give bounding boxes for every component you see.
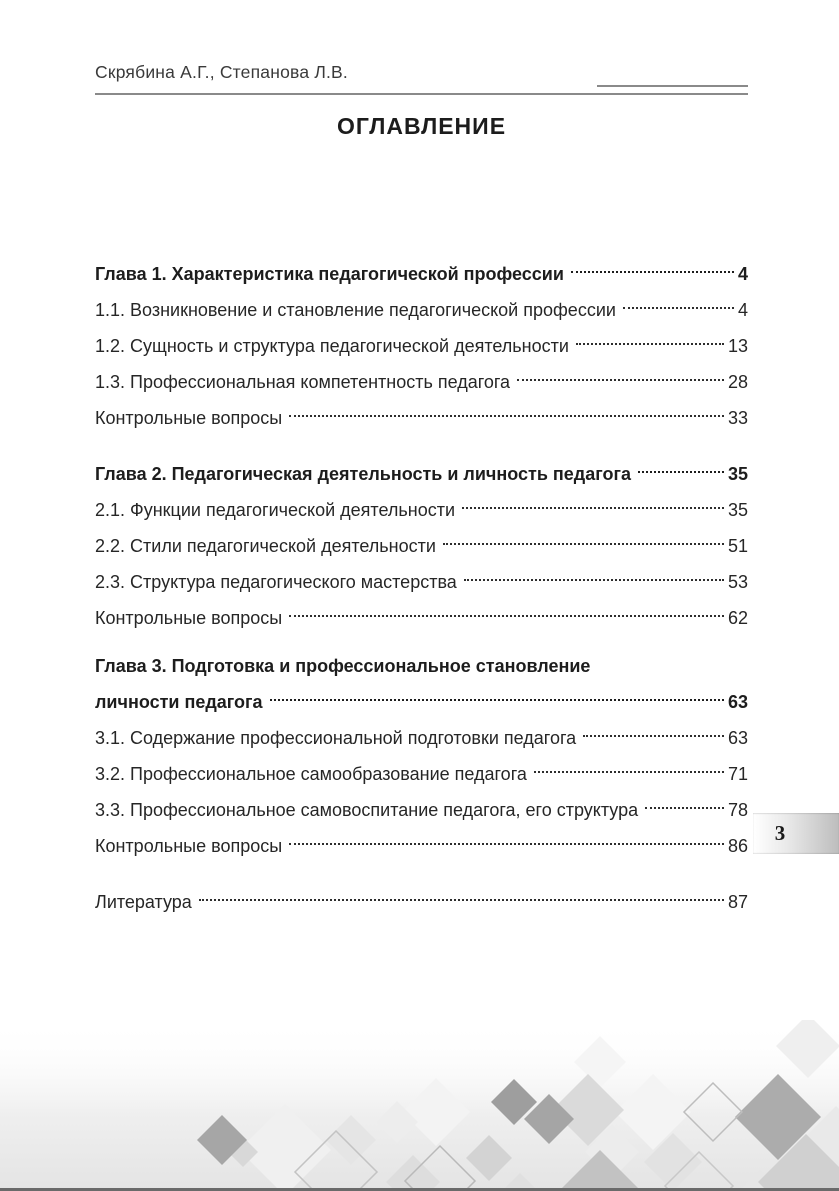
dot-leader	[263, 680, 728, 708]
toc-entry-row	[95, 524, 748, 560]
dot-leader	[527, 752, 728, 780]
heading-label: Глава 3. Подготовка и профессиональное становление	[95, 656, 591, 676]
toc-entry-row	[95, 488, 748, 524]
entry-page: 13	[727, 336, 748, 356]
dot-leader	[564, 252, 738, 280]
heading-label: Глава 1. Характеристика педагогической профессии	[95, 264, 564, 284]
heading-label: личности педагога	[95, 692, 263, 712]
entry-label: 1.3. Профессиональная компетентность педагога	[95, 372, 511, 392]
diamond-decoration	[0, 1020, 839, 1191]
entry-page: 53	[727, 572, 748, 592]
page-number: 3	[774, 821, 786, 845]
toc-entry-row	[95, 288, 748, 324]
heading-page: 4	[737, 264, 748, 284]
toc-section-3	[95, 652, 748, 860]
dot-leader	[282, 596, 728, 624]
toc-entry-row	[95, 596, 748, 632]
toc-entry-row	[95, 360, 748, 396]
header-rule-short	[597, 85, 748, 87]
entry-page: 78	[727, 800, 748, 820]
header-rule-main	[95, 93, 748, 95]
toc-entry-row	[95, 824, 748, 860]
toc-entry-row	[95, 716, 748, 752]
entry-page: 87	[727, 892, 748, 912]
dot-leader	[436, 524, 728, 552]
toc-entry-row	[95, 396, 748, 432]
entry-page: 71	[727, 764, 748, 784]
entry-label: Литература	[95, 892, 192, 912]
dot-leader	[282, 396, 728, 424]
toc-heading-row-line1	[95, 652, 748, 680]
toc-entry-row	[95, 752, 748, 788]
entry-page: 35	[727, 500, 748, 520]
entry-label: 2.1. Функции педагогической деятельности	[95, 500, 455, 520]
literature-row	[95, 880, 748, 916]
toc-entry-row	[95, 324, 748, 360]
dot-leader	[569, 324, 728, 352]
entry-label: 3.2. Профессиональное самообразование педагога	[95, 764, 527, 784]
entry-label: 1.2. Сущность и структура педагогической деятельности	[95, 336, 569, 356]
toc-heading-row	[95, 252, 748, 288]
dot-leader	[192, 880, 728, 908]
entry-page: 62	[727, 608, 748, 628]
dot-leader	[282, 824, 728, 852]
heading-page: 63	[727, 692, 748, 712]
dot-leader	[457, 560, 728, 588]
entry-page: 4	[737, 300, 748, 320]
entry-page: 33	[727, 408, 748, 428]
entry-label: Контрольные вопросы	[95, 836, 283, 856]
entry-label: 1.1. Возникновение и становление педагогической профессии	[95, 300, 616, 320]
entry-page: 86	[727, 836, 748, 856]
entry-label: Контрольные вопросы	[95, 408, 283, 428]
authors-text: Скрябина А.Г., Степанова Л.В.	[95, 62, 348, 82]
toc-entry-row	[95, 560, 748, 596]
dot-leader	[576, 716, 728, 744]
heading-label: Глава 2. Педагогическая деятельность и личность педагога	[95, 464, 631, 484]
table-of-contents	[95, 252, 748, 916]
entry-label: Контрольные вопросы	[95, 608, 283, 628]
toc-section-2	[95, 452, 748, 632]
toc-heading-row	[95, 452, 748, 488]
toc-entry-row	[95, 788, 748, 824]
dot-leader	[455, 488, 728, 516]
entry-page: 28	[727, 372, 748, 392]
entry-page: 51	[727, 536, 748, 556]
toc-section-1	[95, 252, 748, 432]
dot-leader	[510, 360, 728, 388]
dot-leader	[616, 288, 738, 316]
toc-heading-row-line2	[95, 680, 748, 716]
entry-label: 2.2. Стили педагогической деятельности	[95, 536, 436, 556]
entry-label: 2.3. Структура педагогического мастерства	[95, 572, 457, 592]
dot-leader	[638, 788, 728, 816]
dot-leader	[631, 452, 728, 480]
page-title: ОГЛАВЛЕНИЕ	[336, 113, 507, 139]
entry-label: 3.1. Содержание профессиональной подготовки педагога	[95, 728, 577, 748]
entry-label: 3.3. Профессиональное самовоспитание педагога, его структура	[95, 800, 639, 820]
entry-page: 63	[727, 728, 748, 748]
page-number-tab	[753, 813, 839, 854]
heading-page: 35	[727, 464, 748, 484]
